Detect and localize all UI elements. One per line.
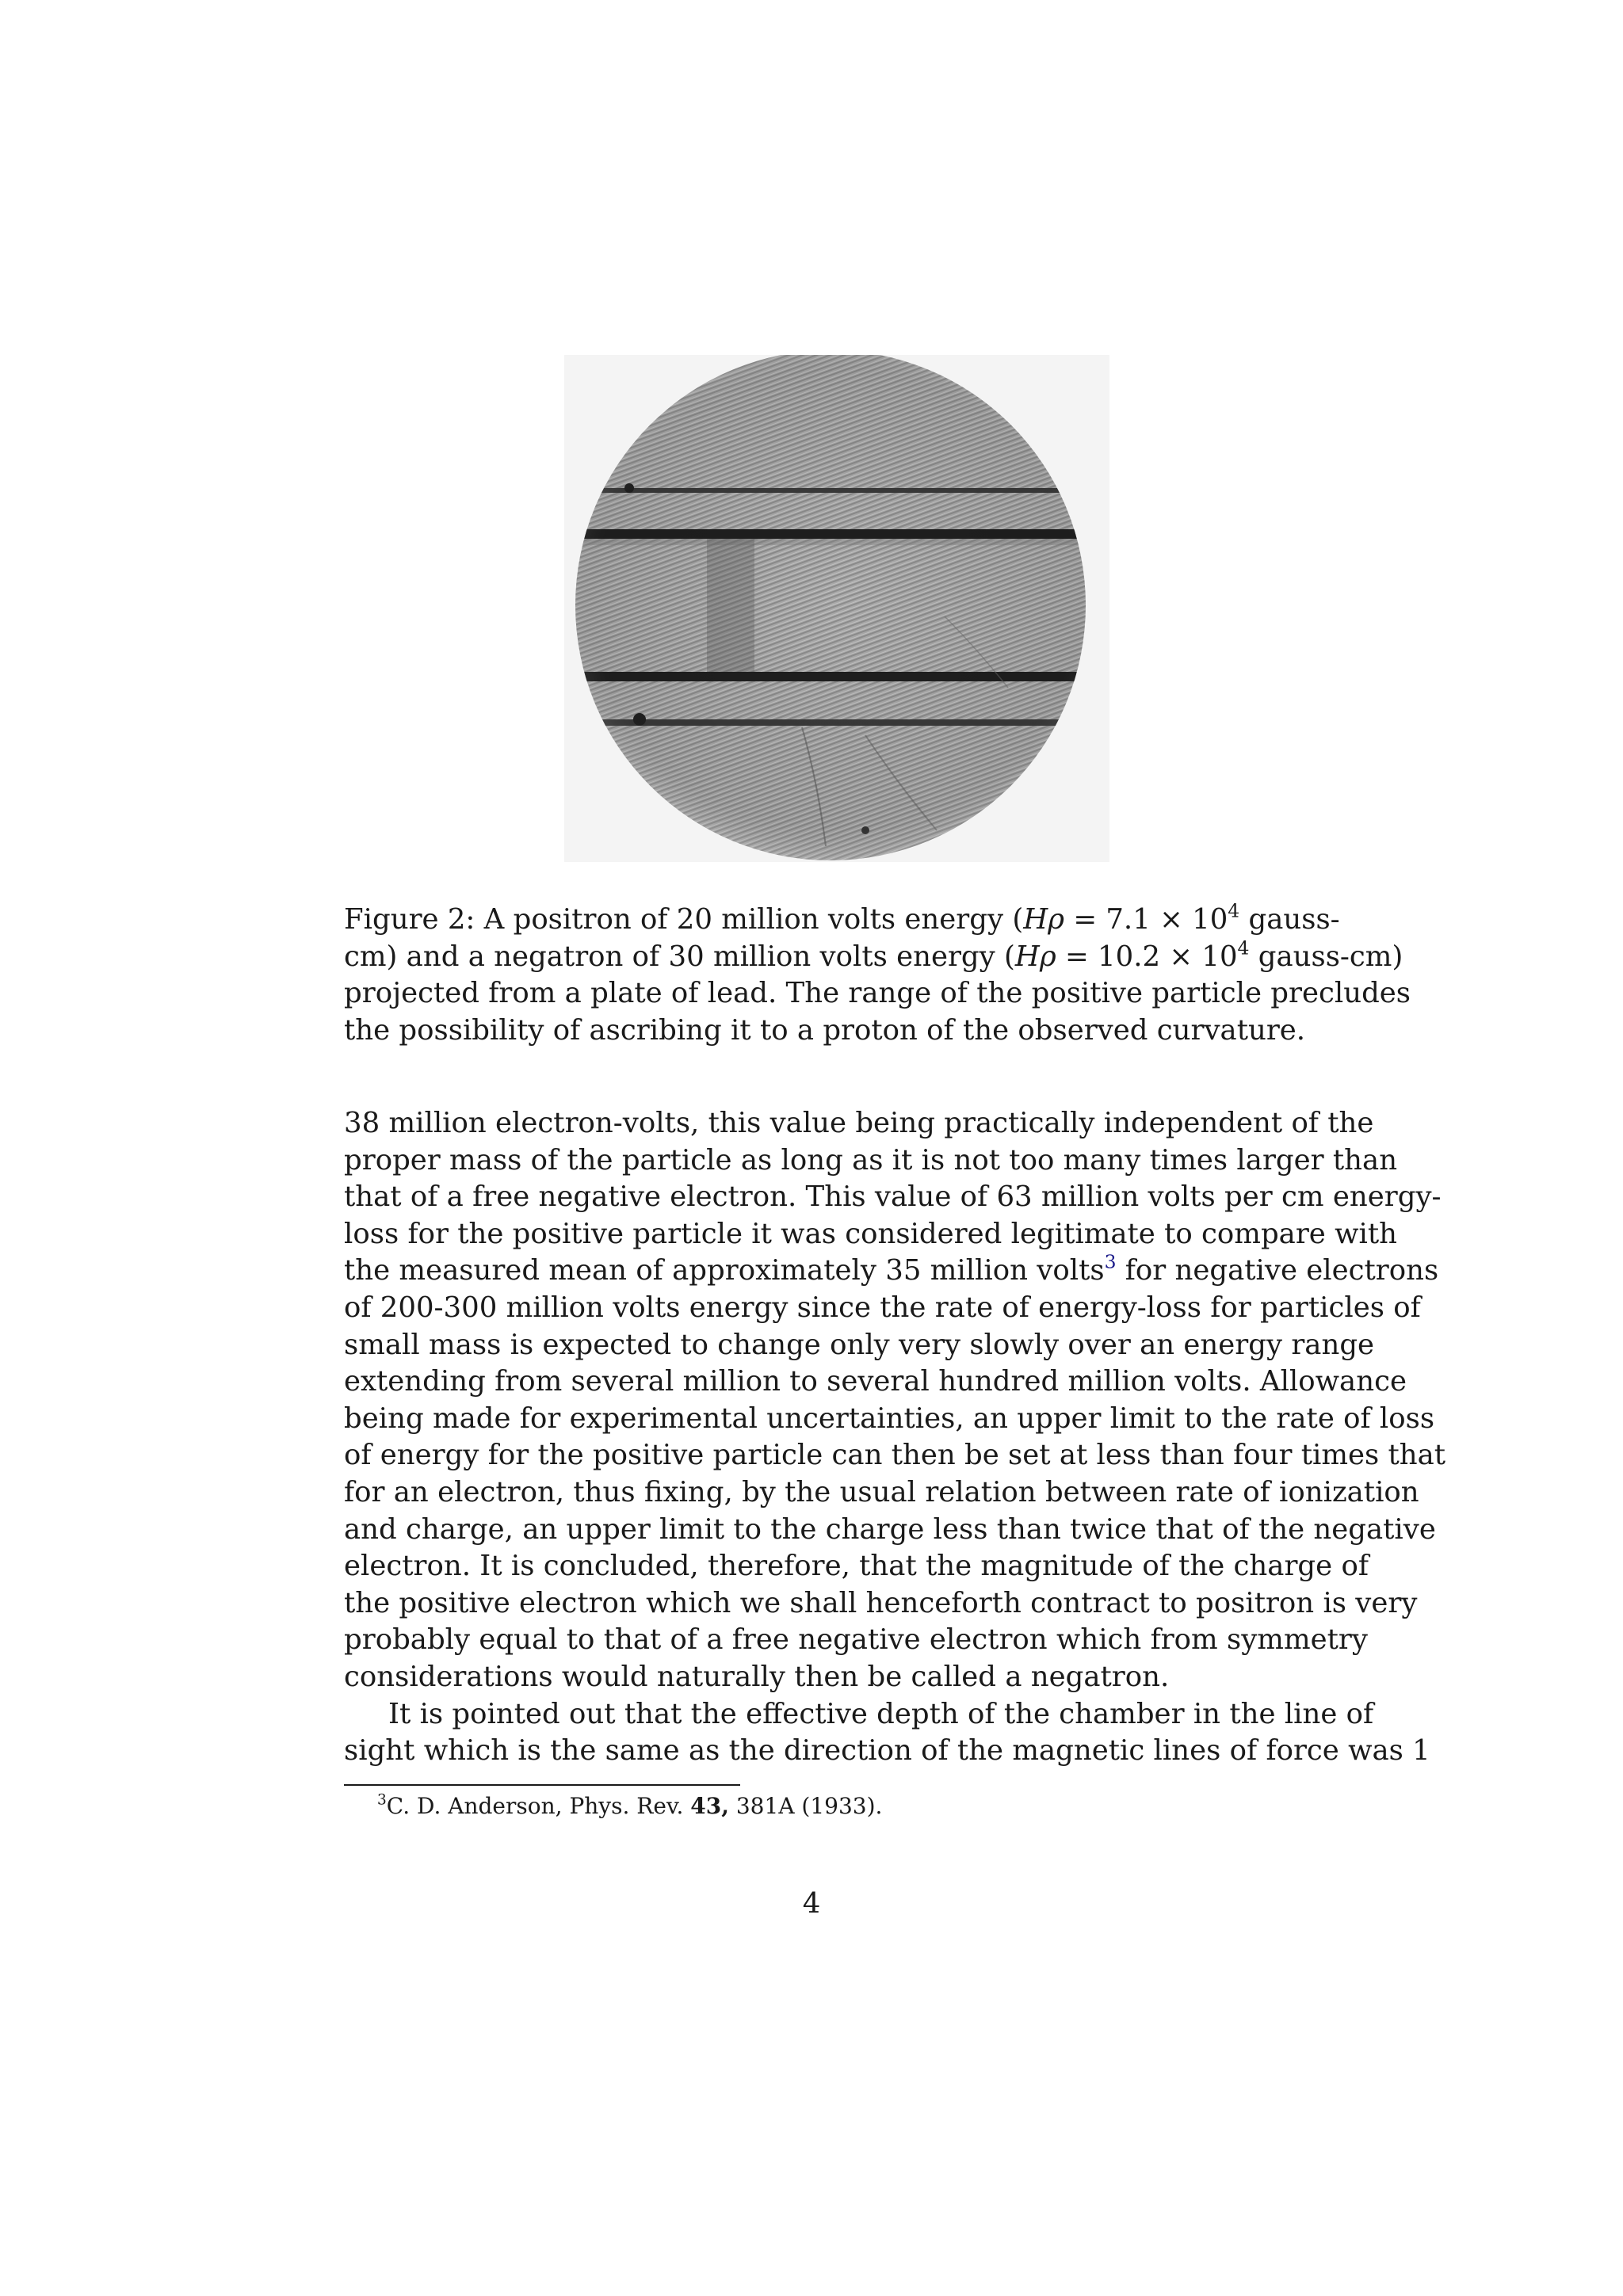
caption-line-4: the possibility of ascribing it to a proton of the observed curvature. [344,1013,1306,1047]
body-line: It is pointed out that the effective depth of the chamber in the line of [388,1697,1374,1730]
caption-line-2: cm) and a negatron of 30 million volts energy ($H\rho = 10.2 \times 10^4$ gauss-cm) [344,936,1403,973]
body-line: probably equal to that of a free negative electron which from symmetry [344,1623,1368,1657]
body-line: 38 million electron-volts, this value being practically independent of the [344,1107,1374,1139]
footnote-reference[interactable]: 3 [1104,1250,1117,1273]
body-line: the measured mean of approximately 35 million volts$^3$ for negative electrons [344,1250,1439,1287]
body-line: of 200-300 million volts energy since the rate of energy-loss for particles of [344,1291,1421,1324]
footnote: $^3$C. D. Anderson, Phys. Rev. 43, 381A (1933). [377,1791,883,1819]
body-line: proper mass of the particle as long as it is not too many times larger than [344,1143,1398,1177]
cloud-chamber-image [564,355,1109,862]
body-line: electron. It is concluded, therefore, that the magnitude of the charge of [344,1550,1369,1583]
footnote-rule [344,1784,740,1786]
body-line: and charge, an upper limit to the charge less than twice that of the negative [344,1512,1436,1546]
body-paragraphs [344,1105,1446,1770]
body-line: for an electron, thus fixing, by the usual relation between rate of ionization [344,1475,1419,1508]
footnote-mark: 3 [377,1791,387,1809]
body-line: of energy for the positive particle can then be set at less than four times that [344,1439,1446,1472]
body-line: being made for experimental uncertainties, an upper limit to the rate of loss [344,1402,1435,1435]
body-line: the positive electron which we shall henceforth contract to positron is very [344,1586,1418,1619]
figure-caption [344,899,1411,1049]
caption-line-3: projected from a plate of lead. The range of the positive particle precludes [344,977,1411,1010]
body-line: that of a free negative electron. This value of 63 million volts per cm energy- [344,1180,1442,1214]
body-line: small mass is expected to change only very slowly over an energy range [344,1328,1375,1361]
body-line: extending from several million to several hundred million volts. Allowance [344,1365,1407,1398]
body-line: loss for the positive particle it was considered legitimate to compare with [344,1217,1397,1250]
body-line: sight which is the same as the direction of the magnetic lines of force was 1 [344,1734,1430,1768]
page-number: 4 [802,1887,821,1920]
body-line: considerations would naturally then be called a negatron. [344,1660,1170,1693]
caption-line-1: Figure 2: A positron of 20 million volts energy ($H\rho = 7.1 \times 10^4$ gauss- [344,899,1340,936]
footnote-volume: 43, [690,1793,729,1819]
cloud-chamber-photograph [564,355,1109,862]
